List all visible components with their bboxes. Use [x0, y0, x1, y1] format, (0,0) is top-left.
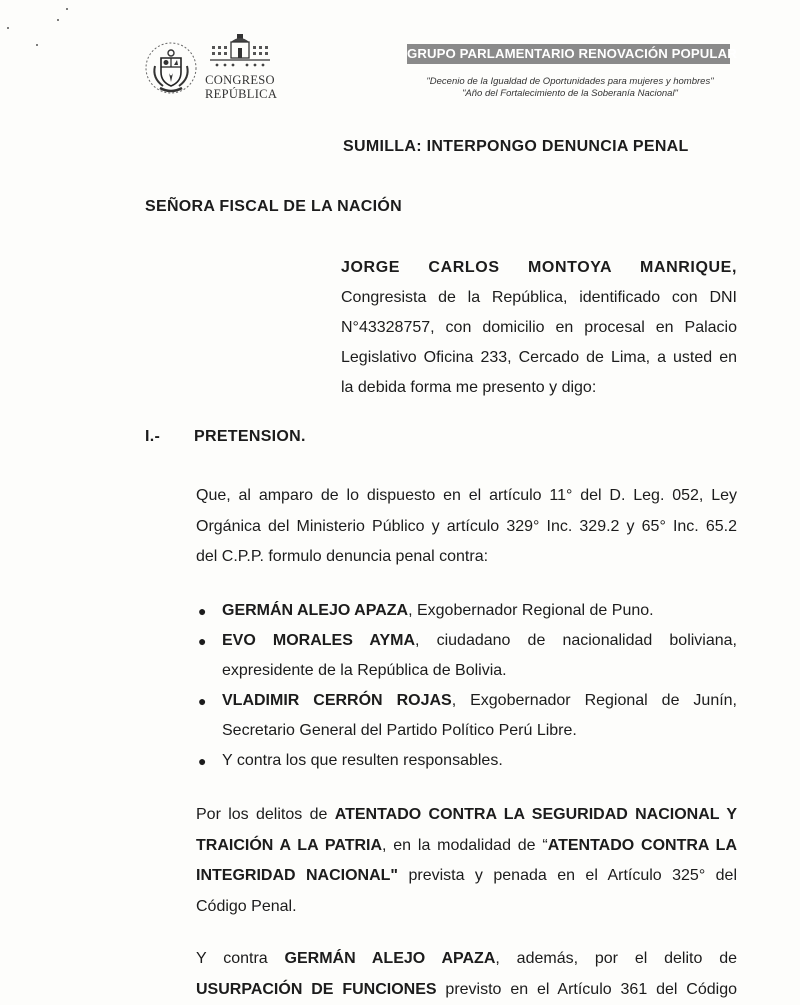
congress-name-bottom: REPÚBLICA	[205, 87, 275, 101]
intro-line: Que, al amparo de lo dispuesto en el artículo 11° del D. Leg. 052, Ley	[196, 481, 737, 512]
complainant-line: Legislativo Oficina 233, Cercado de Lima, a usted en	[341, 343, 737, 373]
parliamentary-group-banner: GRUPO PARLAMENTARIO RENOVACIÓN POPULAR	[407, 44, 730, 64]
defendant-name: VLADIMIR CERRÓN ROJAS	[222, 692, 452, 709]
crimes-text: Por los delitos de	[196, 806, 335, 823]
intro-paragraph	[196, 481, 737, 573]
defendant-description: , Exgobernador Regional de Junín,	[452, 692, 737, 709]
addressee-heading: SEÑORA FISCAL DE LA NACIÓN	[145, 198, 402, 216]
usurpation-text: Y contra	[196, 950, 285, 967]
usurpation-text: , además, por el delito de	[495, 950, 737, 967]
scan-speck	[36, 44, 38, 46]
crime-name: TRAICIÓN A LA PATRIA	[196, 837, 382, 854]
decree-motto-line-2: "Año del Fortalecimiento de la Soberanía Nacional"	[380, 88, 760, 99]
defendant-description: , Exgobernador Regional de Puno.	[408, 602, 654, 619]
usurpation-paragraph	[196, 944, 737, 1005]
crime-name: ATENTADO CONTRA LA SEGURIDAD NACIONAL Y	[335, 806, 737, 823]
section-number: I.-	[145, 428, 160, 446]
crimes-text: prevista y penada en el Artículo 325° del	[398, 867, 737, 884]
usurpation-text: previsto en el Artículo 361 del Código	[437, 981, 737, 998]
intro-line: del C.P.P. formulo denuncia penal contra:	[196, 542, 737, 573]
section-title: PRETENSION.	[194, 428, 306, 446]
scan-speck	[7, 27, 9, 29]
list-item	[196, 626, 737, 686]
defendant-name: GERMÁN ALEJO APAZA	[222, 602, 408, 619]
crimes-text: , en la modalidad de “	[382, 837, 548, 854]
defendants-list	[196, 596, 737, 776]
bullet-icon: ●	[198, 626, 206, 656]
intro-line: Orgánica del Ministerio Público y artículo 329° Inc. 329.2 y 65° Inc. 65.2	[196, 512, 737, 543]
peru-coat-of-arms-seal-icon	[143, 40, 199, 102]
defendant-name: GERMÁN ALEJO APAZA	[285, 950, 496, 967]
complainant-line: la debida forma me presento y digo:	[341, 373, 737, 403]
defendant-description-cont: expresidente de la República de Bolivia.	[222, 656, 737, 686]
bullet-icon: ●	[198, 596, 206, 626]
scan-speck	[66, 8, 68, 10]
list-item	[196, 746, 737, 776]
list-item	[196, 596, 737, 626]
bullet-icon: ●	[198, 686, 206, 716]
sumilla-heading: SUMILLA: INTERPONGO DENUNCIA PENAL	[343, 138, 689, 156]
crimes-line	[196, 800, 737, 831]
crime-modality: ATENTADO CONTRA LA	[548, 837, 737, 854]
defendant-description-cont: Secretario General del Partido Político Perú Libre.	[222, 716, 737, 746]
congreso-logo	[205, 30, 275, 110]
complainant-block	[341, 253, 737, 403]
crimes-line	[196, 861, 737, 892]
congress-name-top: CONGRESO	[205, 73, 275, 87]
bullet-icon: ●	[198, 746, 206, 776]
crimes-paragraph	[196, 800, 737, 922]
complainant-name: JORGE CARLOS MONTOYA MANRIQUE,	[341, 253, 737, 283]
defendant-description: , ciudadano de nacionalidad boliviana,	[415, 632, 737, 649]
complainant-line: N°43328757, con domicilio en procesal en Palacio	[341, 313, 737, 343]
defendant-description: Y contra los que resulten responsables.	[222, 746, 737, 776]
complainant-line: Congresista de la República, identificado con DNI	[341, 283, 737, 313]
crime-name: USURPACIÓN DE FUNCIONES	[196, 981, 437, 998]
defendant-name: EVO MORALES AYMA	[222, 632, 415, 649]
crimes-line: Código Penal.	[196, 892, 737, 923]
scan-speck	[57, 19, 59, 21]
congress-building-icon	[209, 30, 271, 70]
usurpation-line	[196, 944, 737, 975]
crime-modality: INTEGRIDAD NACIONAL"	[196, 867, 398, 884]
crimes-line	[196, 831, 737, 862]
list-item	[196, 686, 737, 746]
decree-motto-line-1: "Decenio de la Igualdad de Oportunidades para mujeres y hombres"	[380, 76, 760, 87]
usurpation-line	[196, 975, 737, 1005]
